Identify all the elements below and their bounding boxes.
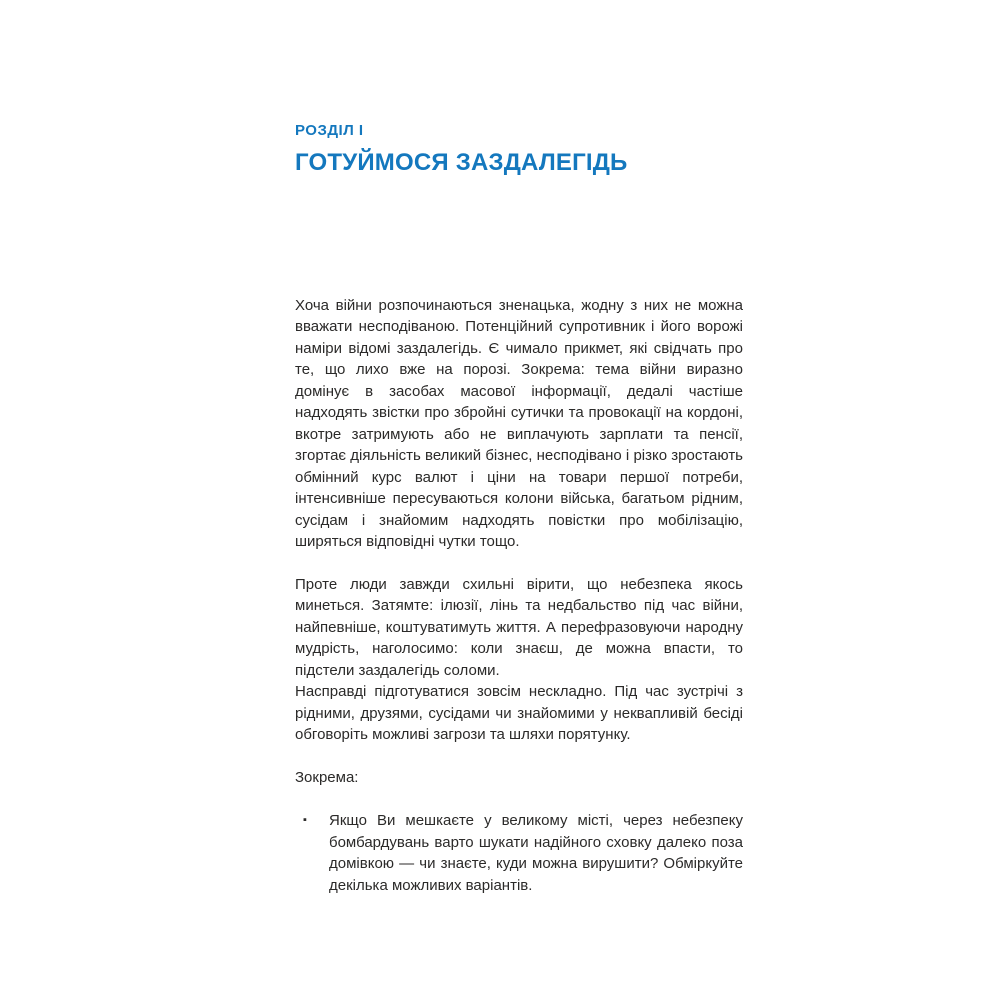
list-item: [295, 810, 743, 896]
paragraph-2: Проте люди завжди схильні вірити, що небезпека якось минеться. Затямте: ілюзії, лінь та недбальство під час війни, найпевніше, коштуватимуть життя. А перефразовуючи народну мудрість, наголосимо: коли знаєш, де можна впасти, то підстели заздалегідь соломи.: [295, 575, 743, 679]
bullet-list: [295, 810, 743, 896]
bullet-square-icon: ▪: [303, 814, 307, 827]
lead-line: Зокрема:: [295, 768, 359, 786]
paragraph-3: Насправді підготуватися зовсім нескладно. Під час зустрічі з рідними, друзями, сусідами чи знайомими у неквапливій бесіді обговоріть можливі загрози та шляхи порятунку.: [295, 683, 743, 744]
bullet-item-text: Якщо Ви мешкаєте у великому місті, через небезпеку бомбардувань варто шукати надійного сховку далеко поза домівкою — чи знаєте, куди можна вирушити? Обміркуйте декілька можливих варіантів.: [329, 812, 743, 894]
chapter-label: РОЗДІЛ І: [295, 122, 364, 139]
page-content: [295, 122, 743, 896]
page-title: ГОТУЙМОСЯ ЗАЗДАЛЕГІДЬ: [295, 149, 628, 176]
paragraph-1: Хоча війни розпочинаються зненацька, жодну з них не можна вважати несподіваною. Потенційний супротивник і його ворожі наміри відомі заздалегідь. Є чимало прикмет, які свідчать про те, що лихо вже на порозі. Зокрема: тема війни виразно домінує в засобах масової інформації, дедалі частіше надходять звістки про збройні сутички та провокації на кордоні, вкотре затримують або не виплачують зарплати та пенсії, згортає діяльність великий бізнес, несподівано і різко зростають обмінний курс валют і ціни на товари першої потреби, інтенсивніше пересуваються колони війська, багатьом рідним, сусідам і знайомим надходять повістки про мобілізацію, ширяться відповідні чутки тощо.: [295, 296, 743, 551]
body-text-block: [295, 295, 743, 897]
